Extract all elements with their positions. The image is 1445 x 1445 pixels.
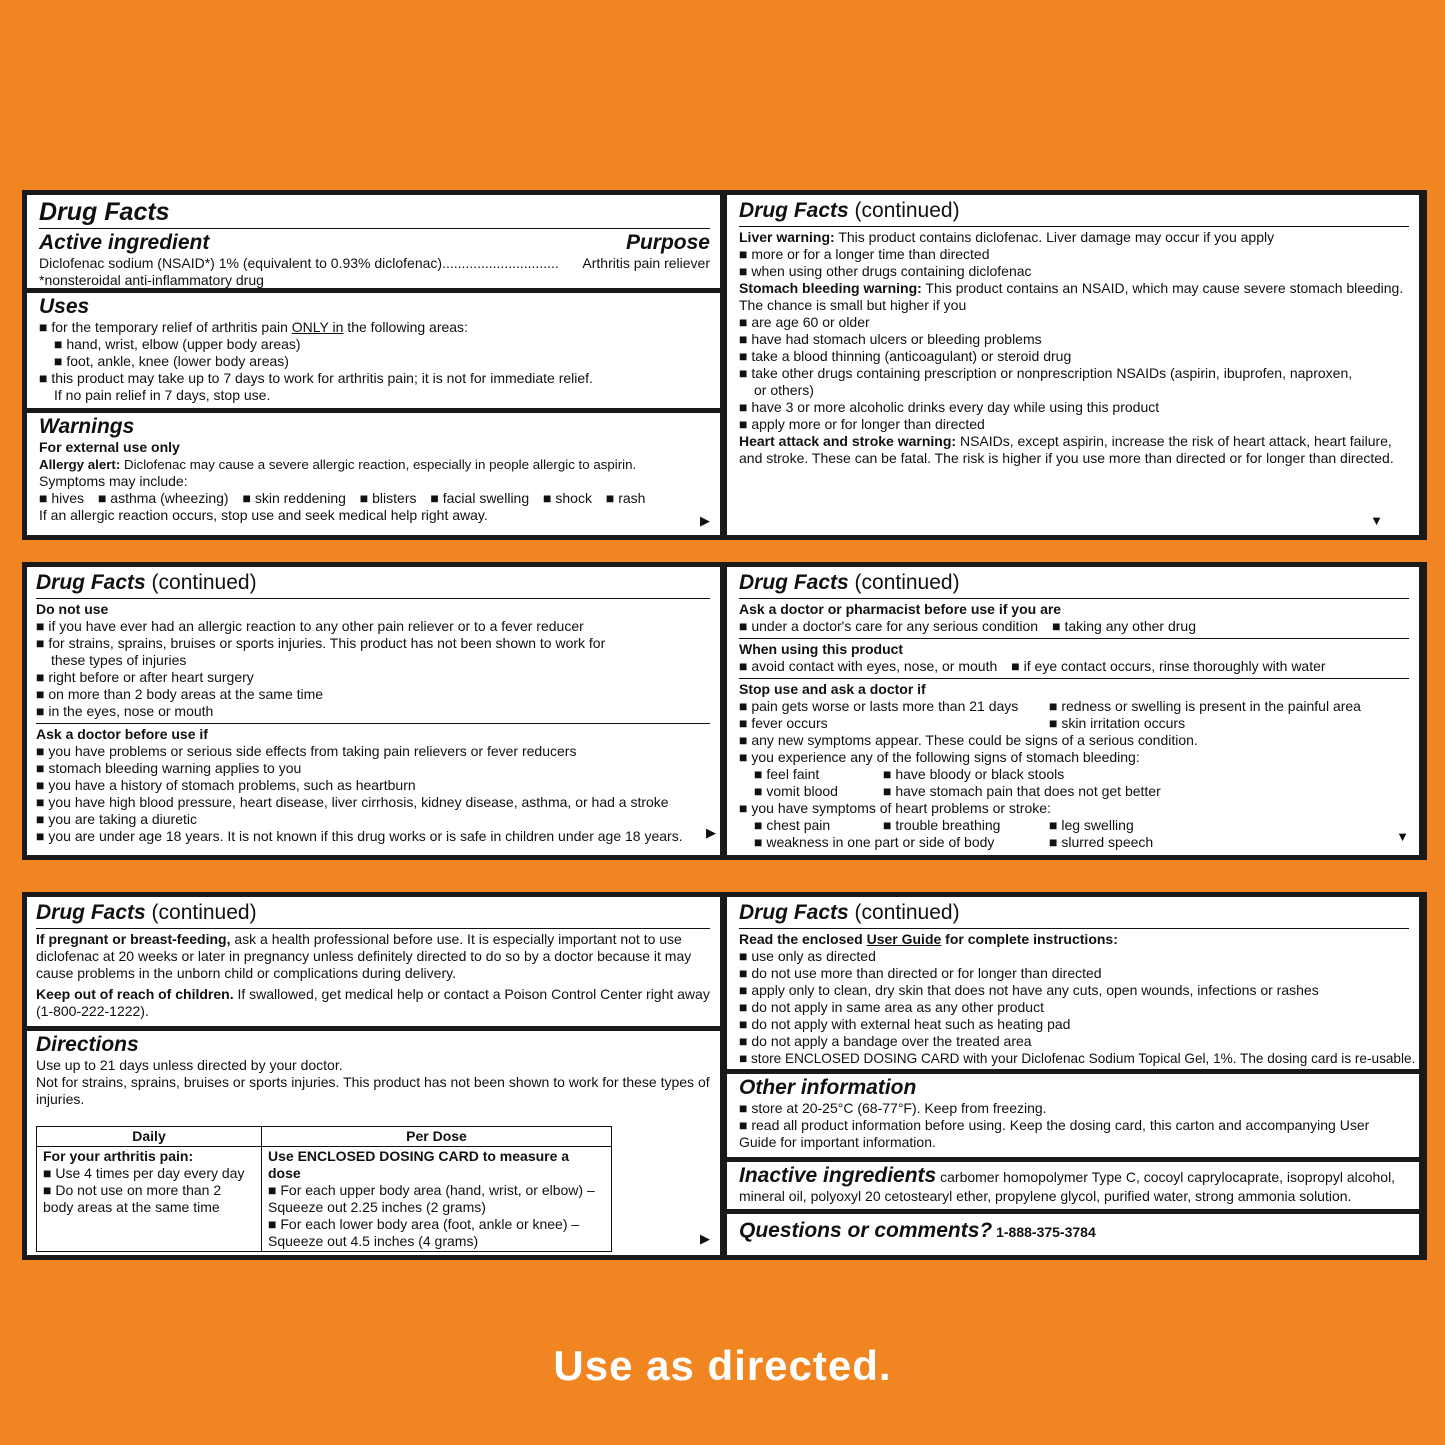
panel-title: Drug Facts xyxy=(739,901,849,924)
liver-item-2: ■ when using other drugs containing diclofenac xyxy=(739,263,1409,280)
symptom-item: ■ facial swelling xyxy=(430,490,529,506)
pregnant-label: If pregnant or breast-feeding, xyxy=(36,931,231,947)
panel-3 xyxy=(27,567,720,855)
when-item-1: ■ avoid contact with eyes, nose, or mouth xyxy=(739,658,997,674)
drug-facts-row-1 xyxy=(22,190,1427,540)
continue-arrow-icon: ▼ xyxy=(1396,829,1409,844)
allergy-text: Diclofenac may cause a severe allergic reaction, especially in people allergic to aspirin. xyxy=(120,457,637,472)
ask-item-5: ■ you are taking a diuretic xyxy=(36,811,710,828)
panel-title: Drug Facts xyxy=(39,198,170,226)
other-item-2: ■ read all product information before using. Keep the dosing card, this carton and accompanying User Guide for important information. xyxy=(739,1117,1409,1151)
stomach-item-6: ■ apply more or for longer than directed xyxy=(739,416,1409,433)
panel-title: Drug Facts xyxy=(36,901,146,924)
uses-item-1: for the temporary relief of arthritis pain xyxy=(51,319,292,335)
panel-title: Drug Facts xyxy=(739,199,849,222)
warnings-continued-section xyxy=(727,195,1419,535)
ask-item-2: ■ stomach bleeding warning applies to you xyxy=(36,760,710,777)
pregnant-text: ask a health professional before use. It is especially important not to use diclofenac at 20 weeks or later in pregnancy unless definitely directed to do so by a doctor because it may cause problems in the unborn child or complications during delivery. xyxy=(36,931,692,981)
dnu-item-1: ■ if you have ever had an allergic reaction to any other pain reliever or to a fever reducer xyxy=(36,618,710,635)
warnings-heading: Warnings xyxy=(39,415,135,438)
bleeding-item-4: ■ have stomach pain that does not get better xyxy=(883,783,1161,800)
user-guide-link: User Guide xyxy=(866,931,942,947)
symptoms-label: Symptoms may include: xyxy=(39,473,188,489)
continued-label: (continued) xyxy=(848,571,960,594)
active-ingredient-section xyxy=(27,195,720,288)
heart-warning-text-2: and stroke. These can be fatal. The risk is higher if you use more than directed or for longer than directed. xyxy=(739,450,1394,466)
guide-item-7: ■ store ENCLOSED DOSING CARD with your Diclofenac Sodium Topical Gel, 1%. The dosing card is re-usable. xyxy=(739,1050,1409,1067)
panel-4 xyxy=(727,567,1419,855)
continue-arrow-icon: ▶ xyxy=(706,825,716,840)
do-not-use-heading: Do not use xyxy=(36,601,109,617)
ask-item-3: ■ you have a history of stomach problems, such as heartburn xyxy=(36,777,710,794)
uses-section xyxy=(27,293,720,408)
liver-item-1: ■ more or for a longer time than directed xyxy=(739,246,1409,263)
stomach-item-2: ■ have had stomach ulcers or bleeding problems xyxy=(739,331,1409,348)
stop-item-5: ■ any new symptoms appear. These could be signs of a serious condition. xyxy=(739,732,1409,749)
guide-item-3: ■ apply only to clean, dry skin that does not have any cuts, open wounds, infections or rashes xyxy=(739,982,1409,999)
nsaid-note: *nonsteroidal anti-inflammatory drug xyxy=(39,272,264,288)
stop-item-3: ■ fever occurs xyxy=(739,715,1049,732)
stop-item-2: ■ redness or swelling is present in the painful area xyxy=(1049,698,1361,715)
daily-head: For your arthritis pain: xyxy=(43,1148,194,1164)
inactive-ingredients-section xyxy=(727,1162,1419,1209)
ask-item-4: ■ you have high blood pressure, heart disease, liver cirrhosis, kidney disease, asthma, or had a stroke xyxy=(36,794,710,811)
dnu-item-4: ■ on more than 2 body areas at the same time xyxy=(36,686,710,703)
col-per-dose: Per Dose xyxy=(262,1127,612,1147)
liver-warning-text: This product contains diclofenac. Liver damage may occur if you apply xyxy=(834,229,1275,245)
ask-item-6: ■ you are under age 18 years. It is not known if this drug works or is safe in children under age 18 years. xyxy=(36,828,710,845)
liver-warning-label: Liver warning: xyxy=(739,229,835,245)
heart-warning-text: NSAIDs, except aspirin, increase the risk of heart attack, heart failure, xyxy=(956,433,1392,449)
stop-item-1: ■ pain gets worse or lasts more than 21 days xyxy=(739,698,1049,715)
uses-item-2: ■ this product may take up to 7 days to work for arthritis pain; it is not for immediate relief. xyxy=(39,370,710,387)
daily-cell xyxy=(37,1147,262,1252)
stop-item-7: ■ you have symptoms of heart problems or stroke: xyxy=(739,800,1409,817)
dose-head: Use ENCLOSED DOSING CARD to measure a dose xyxy=(268,1148,570,1181)
allergy-label: Allergy alert: xyxy=(39,457,121,472)
directions-line-1: Use up to 21 days unless directed by your doctor. xyxy=(36,1057,343,1073)
uses-only-in: ONLY in xyxy=(291,319,344,335)
heart-item-3: ■ leg swelling xyxy=(1049,817,1134,834)
do-not-use-section xyxy=(27,567,720,855)
stomach-warning-text: This product contains an NSAID, which may cause severe stomach bleeding. xyxy=(921,280,1404,296)
when-using-heading: When using this product xyxy=(739,641,904,657)
uses-item-2-cont: If no pain relief in 7 days, stop use. xyxy=(54,387,271,403)
dose-item-1: ■ For each upper body area (hand, wrist, or elbow) – Squeeze out 2.25 inches (2 grams) xyxy=(268,1182,605,1216)
guide-item-2: ■ do not use more than directed or for longer than directed xyxy=(739,965,1409,982)
stomach-warning-label: Stomach bleeding warning: xyxy=(739,280,922,296)
heart-warning-label: Heart attack and stroke warning: xyxy=(739,433,957,449)
guide-item-5: ■ do not apply with external heat such as heating pad xyxy=(739,1016,1409,1033)
heart-item-1: ■ chest pain xyxy=(754,817,883,834)
panel-title: Drug Facts xyxy=(36,571,146,594)
dnu-item-2: ■ for strains, sprains, bruises or sports injuries. This product has not been shown to work for xyxy=(36,635,710,652)
dose-cell xyxy=(262,1147,612,1252)
stop-use-heading: Stop use and ask a doctor if xyxy=(739,681,926,697)
daily-item-2: ■ Do not use on more than 2 body areas at the same time xyxy=(43,1182,255,1216)
directions-section xyxy=(27,1031,720,1255)
pharm-item-2: ■ taking any other drug xyxy=(1052,618,1196,634)
stomach-item-5: ■ have 3 or more alcoholic drinks every day while using this product xyxy=(739,399,1409,416)
purpose-text: Arthritis pain reliever xyxy=(582,255,710,271)
directions-line-2: Not for strains, sprains, bruises or sports injuries. This product has not been shown to work for these types of injuries. xyxy=(36,1074,710,1107)
directions-heading: Directions xyxy=(36,1033,139,1056)
warnings-section xyxy=(27,413,720,535)
dosing-table xyxy=(36,1126,612,1252)
panel-1 xyxy=(27,195,720,535)
panel-5 xyxy=(27,897,720,1255)
bleeding-item-1: ■ feel faint xyxy=(754,766,883,783)
panel-title: Drug Facts xyxy=(739,571,849,594)
stomach-item-4-cont: or others) xyxy=(754,382,814,398)
heart-item-4: ■ weakness in one part or side of body xyxy=(754,834,1049,851)
inactive-heading: Inactive ingredients xyxy=(739,1164,937,1187)
continued-label: (continued) xyxy=(145,901,257,924)
continue-arrow-icon: ▼ xyxy=(1370,513,1383,528)
heart-item-2: ■ trouble breathing xyxy=(883,817,1049,834)
questions-heading: Questions or comments? xyxy=(739,1219,993,1242)
symptom-item: ■ rash xyxy=(606,490,646,506)
other-info-heading: Other information xyxy=(739,1076,917,1099)
drug-facts-row-2 xyxy=(22,562,1427,860)
active-ingredient-line: Diclofenac sodium (NSAID*) 1% (equivalent to 0.93% diclofenac).............................. xyxy=(39,255,559,271)
keep-out-label: Keep out of reach of children. xyxy=(36,986,234,1002)
continued-label: (continued) xyxy=(145,571,257,594)
uses-sub-2: ■ foot, ankle, knee (lower body areas) xyxy=(39,353,710,370)
guide-item-1: ■ use only as directed xyxy=(739,948,1409,965)
uses-item-1-end: the following areas: xyxy=(343,319,468,335)
panel-6 xyxy=(727,897,1419,1255)
continued-label: (continued) xyxy=(848,199,960,222)
pregnancy-section xyxy=(27,897,720,1026)
symptom-item: ■ shock xyxy=(543,490,592,506)
purpose-heading: Purpose xyxy=(625,231,710,254)
other-item-1: ■ store at 20-25°C (68-77°F). Keep from freezing. xyxy=(739,1100,1409,1117)
allergy-end: If an allergic reaction occurs, stop use and seek medical help right away. xyxy=(39,507,488,523)
symptom-item: ■ asthma (wheezing) xyxy=(98,490,229,506)
uses-heading: Uses xyxy=(39,295,90,318)
symptom-list xyxy=(39,490,710,507)
tagline: Use as directed. xyxy=(553,1342,892,1389)
continue-arrow-icon: ▶ xyxy=(700,1231,710,1246)
dnu-item-3: ■ right before or after heart surgery xyxy=(36,669,710,686)
active-ingredient-heading: Active ingredient xyxy=(39,231,210,254)
keep-out-text: If swallowed, get medical help or contact a Poison Control Center right away (1-800-222-1222). xyxy=(36,986,710,1019)
pharmacist-heading: Ask a doctor or pharmacist before use if you are xyxy=(739,601,1062,617)
stomach-item-1: ■ are age 60 or older xyxy=(739,314,1409,331)
symptom-item: ■ skin reddening xyxy=(242,490,345,506)
questions-section xyxy=(727,1214,1419,1255)
dnu-item-5: ■ in the eyes, nose or mouth xyxy=(36,703,710,720)
pharm-item-1: ■ under a doctor's care for any serious condition xyxy=(739,618,1038,634)
drug-facts-row-3 xyxy=(22,892,1427,1260)
symptom-item: ■ blisters xyxy=(360,490,417,506)
ask-doctor-heading: Ask a doctor before use if xyxy=(36,726,208,742)
when-item-2: ■ if eye contact occurs, rinse thoroughly with water xyxy=(1011,658,1325,674)
ask-item-1: ■ you have problems or serious side effects from taking pain relievers or fever reducers xyxy=(36,743,710,760)
stop-item-6: ■ you experience any of the following signs of stomach bleeding: xyxy=(739,749,1409,766)
symptom-item: ■ hives xyxy=(39,490,84,506)
user-guide-section xyxy=(727,897,1419,1069)
daily-item-1: ■ Use 4 times per day every day xyxy=(43,1165,255,1182)
panel-2 xyxy=(727,195,1419,535)
col-daily: Daily xyxy=(37,1127,262,1147)
inactive-text: carbomer homopolymer Type C, cocoyl caprylocaprate, isopropyl alcohol, mineral oil, polyoxyl 20 cetostearyl ether, propylene glycol, purified water, strong ammonia solution. xyxy=(739,1169,1396,1204)
continue-arrow-icon: ▶ xyxy=(700,513,710,528)
ask-pharmacist-section xyxy=(727,567,1419,855)
stomach-item-4: ■ take other drugs containing prescription or nonprescription NSAIDs (aspirin, ibuprofen, naproxen, xyxy=(739,365,1409,382)
dnu-item-2-cont: these types of injuries xyxy=(51,652,187,668)
bleeding-item-2: ■ have bloody or black stools xyxy=(883,766,1064,783)
phone-number: 1-888-375-3784 xyxy=(992,1224,1096,1240)
continued-label: (continued) xyxy=(848,901,960,924)
bleeding-item-3: ■ vomit blood xyxy=(754,783,883,800)
stomach-item-3: ■ take a blood thinning (anticoagulant) or steroid drug xyxy=(739,348,1409,365)
dose-item-2: ■ For each lower body area (foot, ankle or knee) – Squeeze out 4.5 inches (4 grams) xyxy=(268,1216,605,1250)
read-guide-a: Read the enclosed xyxy=(739,931,867,947)
heart-item-5: ■ slurred speech xyxy=(1049,834,1153,851)
guide-item-6: ■ do not apply a bandage over the treated area xyxy=(739,1033,1409,1050)
read-guide-b: for complete instructions: xyxy=(941,931,1118,947)
stomach-warning-text-2: The chance is small but higher if you xyxy=(739,297,967,313)
external-use-only: For external use only xyxy=(39,439,180,455)
other-information-section xyxy=(727,1074,1419,1157)
guide-item-4: ■ do not apply in same area as any other product xyxy=(739,999,1409,1016)
stop-item-4: ■ skin irritation occurs xyxy=(1049,715,1185,732)
uses-sub-1: ■ hand, wrist, elbow (upper body areas) xyxy=(39,336,710,353)
